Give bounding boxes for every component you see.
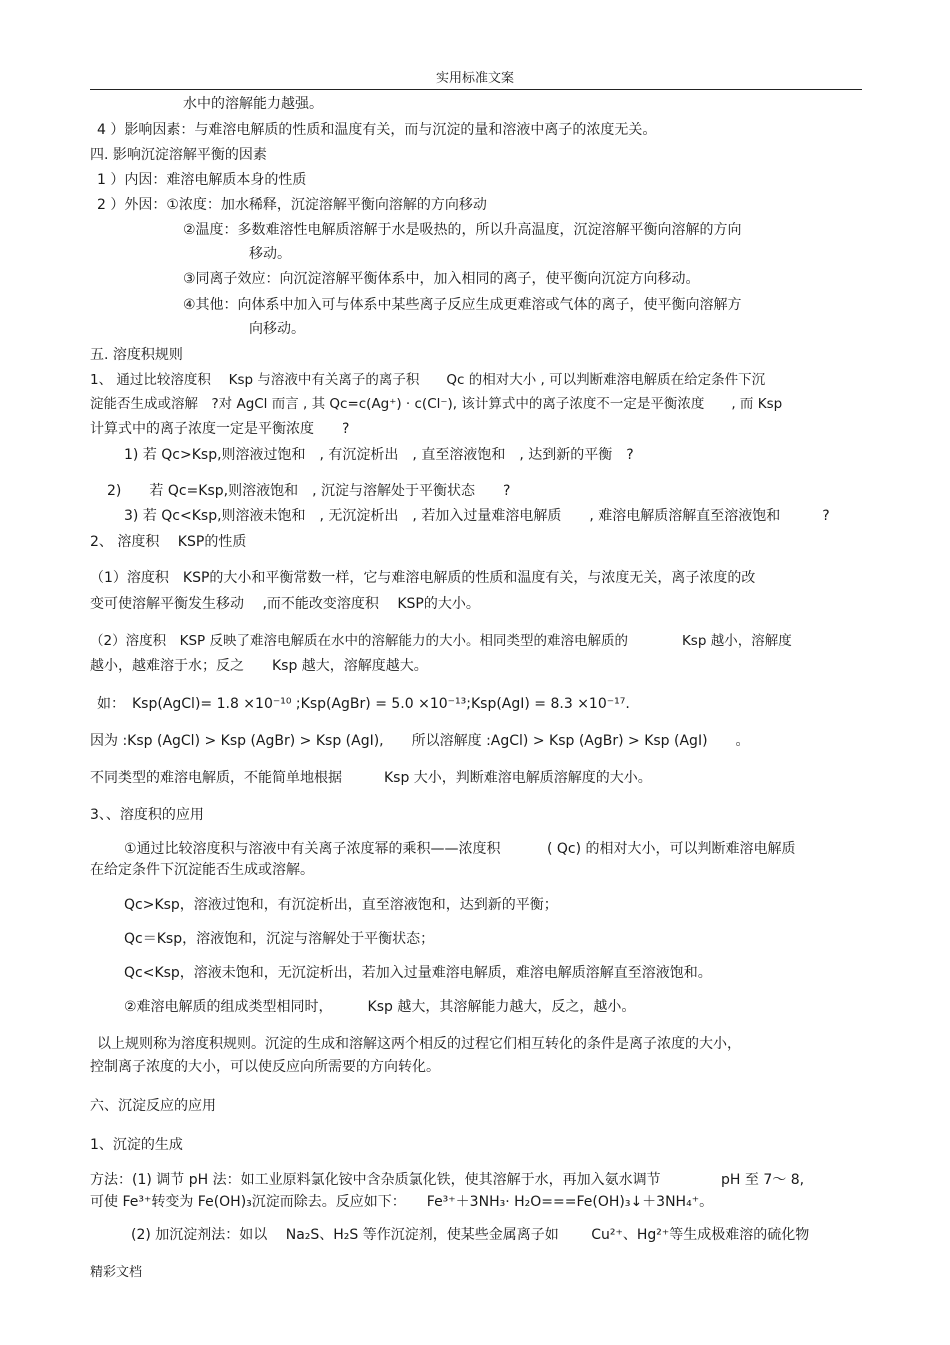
text-line: 淀能否生成或溶解 ?对 AgCl 而言 , 其 Qc=c(Ag⁺) · c(Cl⁻), 该计算式中的离子浓度不一定是平衡浓度 , 而 Ksp: [90, 396, 783, 412]
rule-item: Qc>Ksp，溶液过饱和，有沉淀析出，直至溶液饱和，达到新的平衡；: [124, 897, 558, 913]
subsection-heading: 1、沉淀的生成: [90, 1137, 183, 1153]
text-line: 1) 若 Qc>Ksp,则溶液过饱和 , 有沉淀析出 , 直至溶液饱和 , 达到新的平衡 ?: [124, 447, 634, 463]
text-line: ③同离子效应：向沉淀溶解平衡体系中，加入相同的离子，使平衡向沉淀方向移动。: [183, 271, 700, 287]
text-line: 计算式中的离子浓度一定是平衡浓度 ?: [90, 421, 350, 437]
page-header: 实用标准文案: [435, 71, 514, 86]
text-line: ①通过比较溶度积与溶液中有关离子浓度幂的乘积——浓度积 ( Qc) 的相对大小，可以判断难溶电解质: [124, 841, 796, 857]
section-heading: 2、 溶度积 KSP的性质: [90, 534, 247, 550]
section-heading: 五. 溶度积规则: [90, 347, 183, 363]
text-line: 1 ）内因：难溶电解质本身的性质: [97, 172, 307, 188]
page-footer: 精彩文档: [90, 1265, 143, 1280]
text-line: 不同类型的难溶电解质，不能简单地根据 Ksp 大小，判断难溶电解质溶解度的大小。: [90, 770, 652, 786]
text-line: 向移动。: [249, 321, 305, 337]
text-line: 控制离子浓度的大小，可以使反应向所需要的方向转化。: [90, 1059, 440, 1075]
text-line: 因为 :Ksp (AgCl) > Ksp (AgBr) > Ksp (AgI), 所以溶解度 :AgCl) > Ksp (AgBr) > Ksp (AgI) 。: [90, 733, 750, 749]
text-line: ②难溶电解质的组成类型相同时， Ksp 越大，其溶解能力越大，反之，越小。: [124, 999, 636, 1015]
section-heading: 六、沉淀反应的应用: [90, 1098, 216, 1114]
text-line: （1）溶度积 KSP的大小和平衡常数一样，它与难溶电解质的性质和温度有关，与浓度无关，离子浓度的改: [90, 570, 756, 586]
text-line: 在给定条件下沉淀能否生成或溶解。: [90, 862, 314, 878]
text-line: （2）溶度积 KSP 反映了难溶电解质在水中的溶解能力的大小。相同类型的难溶电解质的 Ksp 越小，溶解度: [90, 633, 792, 649]
text-line: 水中的溶解能力越强。: [183, 96, 323, 112]
header-rule: [90, 89, 862, 90]
text-line: 4 ）影响因素：与难溶电解质的性质和温度有关，而与沉淀的量和溶液中离子的浓度无关。: [97, 122, 657, 138]
text-line: 变可使溶解平衡发生移动 ,而不能改变溶度积 KSP的大小。: [90, 596, 480, 612]
text-line: 1、 通过比较溶度积 Ksp 与溶液中有关离子的离子积 Qc 的相对大小 , 可以判断难溶电解质在给定条件下沉: [90, 372, 766, 388]
text-line: ②温度：多数难溶性电解质溶解于水是吸热的，所以升高温度，沉淀溶解平衡向溶解的方向: [183, 222, 742, 238]
text-line: 方法：(1) 调节 pH 法：如工业原料氯化铵中含杂质氯化铁，使其溶解于水，再加入氨水调节 pH 至 7～ 8,: [90, 1172, 805, 1188]
text-line: 移动。: [249, 246, 291, 262]
section-heading: 3、、溶度积的应用: [90, 807, 204, 823]
text-line: 越小，越难溶于水；反之 Ksp 越大，溶解度越大。: [90, 658, 428, 674]
text-line: 2 ）外因：①浓度：加水稀释，沉淀溶解平衡向溶解的方向移动: [97, 197, 487, 213]
text-line: 以上规则称为溶度积规则。沉淀的生成和溶解这两个相反的过程它们相互转化的条件是离子浓度的大小，: [97, 1036, 741, 1052]
section-heading: 四. 影响沉淀溶解平衡的因素: [90, 147, 267, 163]
text-line: (2) 加沉淀剂法：如以 Na₂S、H₂S 等作沉淀剂，使某些金属离子如 Cu²⁺、Hg²⁺等生成极难溶的硫化物: [131, 1227, 810, 1243]
text-line: ④其他：向体系中加入可与体系中某些离子反应生成更难溶或气体的离子，使平衡向溶解方: [183, 297, 742, 313]
ksp-values: 如： Ksp(AgCl)= 1.8 ×10⁻¹⁰ ;Ksp(AgBr) = 5.0 ×10⁻¹³;Ksp(AgI) = 8.3 ×10⁻¹⁷.: [97, 696, 630, 712]
rule-item: Qc＝Ksp，溶液饱和，沉淀与溶解处于平衡状态；: [124, 931, 435, 947]
text-line: 2) 若 Qc=Ksp,则溶液饱和 , 沉淀与溶解处于平衡状态 ?: [107, 483, 511, 499]
text-line: 3) 若 Qc<Ksp,则溶液未饱和 , 无沉淀析出 , 若加入过量难溶电解质 , 难溶电解质溶解直至溶液饱和 ?: [124, 508, 830, 524]
text-line: 可使 Fe³⁺转变为 Fe(OH)₃沉淀而除去。反应如下： Fe³⁺＋3NH₃· H₂O===Fe(OH)₃↓＋3NH₄⁺。: [90, 1194, 714, 1210]
rule-item: Qc<Ksp，溶液未饱和，无沉淀析出，若加入过量难溶电解质，难溶电解质溶解直至溶液饱和。: [124, 965, 712, 981]
